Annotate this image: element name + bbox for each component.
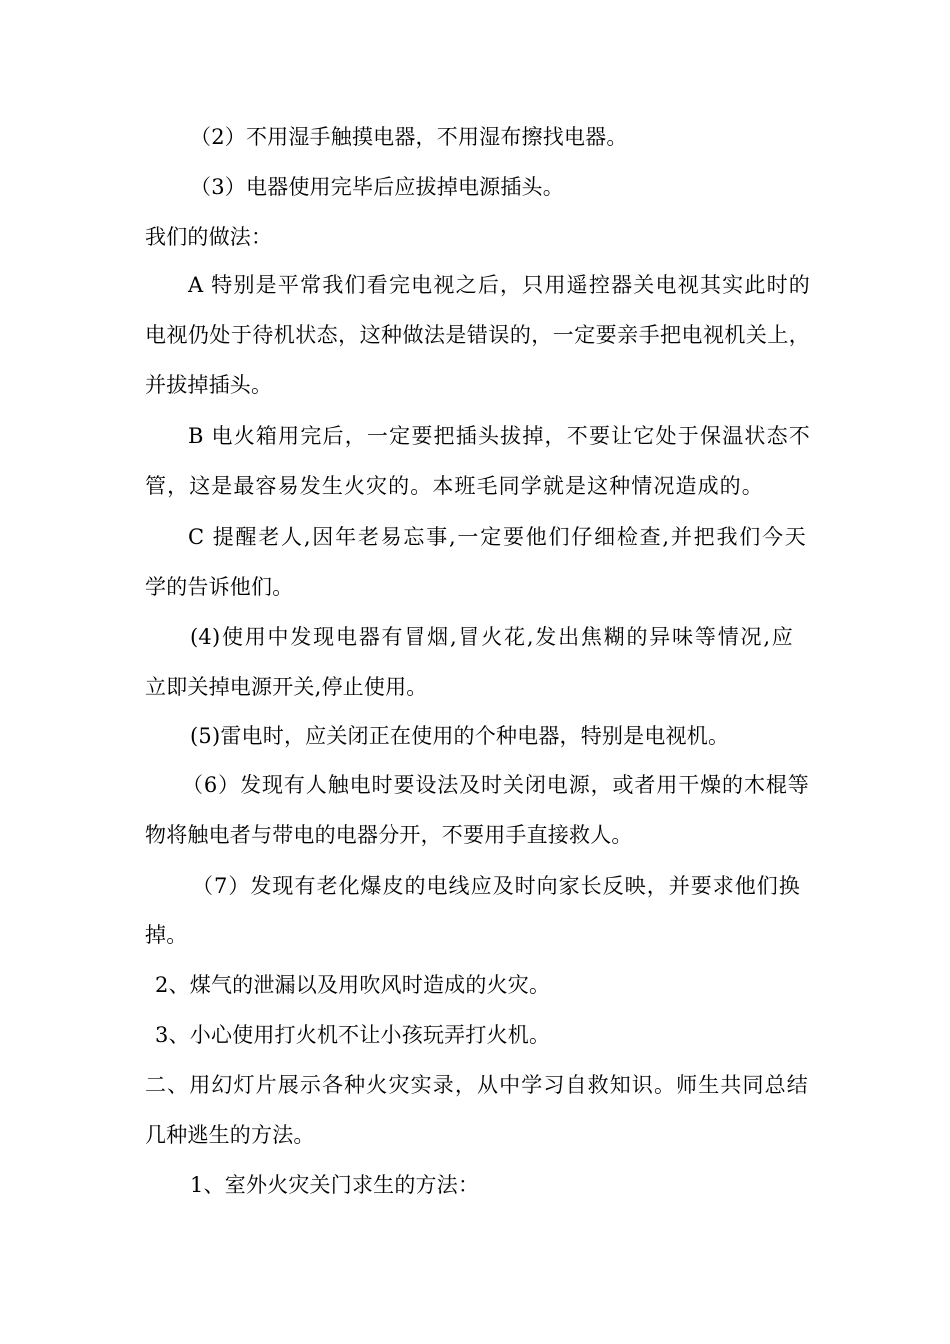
- text-line: （3）电器使用完毕后应拔掉电源插头。: [190, 175, 564, 199]
- text-line: 物将触电者与带电的电器分开，不要用手直接救人。: [145, 823, 633, 847]
- text-line: （6）发现有人触电时要设法及时关闭电源，或者用干燥的木棍等: [182, 773, 809, 797]
- text-line: 二、用幻灯片展示各种火灾实录，从中学习自救知识。师生共同总结: [145, 1073, 808, 1097]
- text-line: （2）不用湿手触摸电器，不用湿布擦找电器。: [190, 125, 628, 149]
- text-line: 电视仍处于待机状态，这种做法是错误的，一定要亲手把电视机关上，: [145, 323, 810, 347]
- text-line: (5)雷电时，应关闭正在使用的个种电器，特别是电视机。: [190, 724, 730, 748]
- text-line: （7）发现有老化爆皮的电线应及时向家长反映，并要求他们换: [192, 874, 800, 898]
- text-line: B 电火箱用完后，一定要把插头拔掉，不要让它处于保温状态不: [188, 424, 810, 448]
- text-line: 掉。: [145, 923, 188, 947]
- text-line: 2、煤气的泄漏以及用吹风时造成的火灾。: [155, 973, 551, 997]
- text-line: A 特别是平常我们看完电视之后，只用遥控器关电视其实此时的: [188, 273, 810, 297]
- text-line: (4)使用中发现电器有冒烟,冒火花,发出焦糊的异味等情况,应: [190, 625, 793, 649]
- text-line: C 提醒老人,因年老易忘事,一定要他们仔细检查,并把我们今天: [188, 525, 806, 549]
- text-line: 学的告诉他们。: [145, 575, 294, 599]
- text-line: 1、室外火灾关门求生的方法：: [190, 1173, 480, 1197]
- text-line: 我们的做法：: [145, 225, 273, 249]
- text-line: 管，这是最容易发生火灾的。本班毛同学就是这种情况造成的。: [145, 474, 763, 498]
- text-line: 3、小心使用打火机不让小孩玩弄打火机。: [155, 1023, 551, 1047]
- text-line: 几种逃生的方法。: [145, 1123, 315, 1147]
- text-line: 并拔掉插头。: [145, 373, 273, 397]
- text-line: 立即关掉电源开关,停止使用。: [145, 675, 428, 699]
